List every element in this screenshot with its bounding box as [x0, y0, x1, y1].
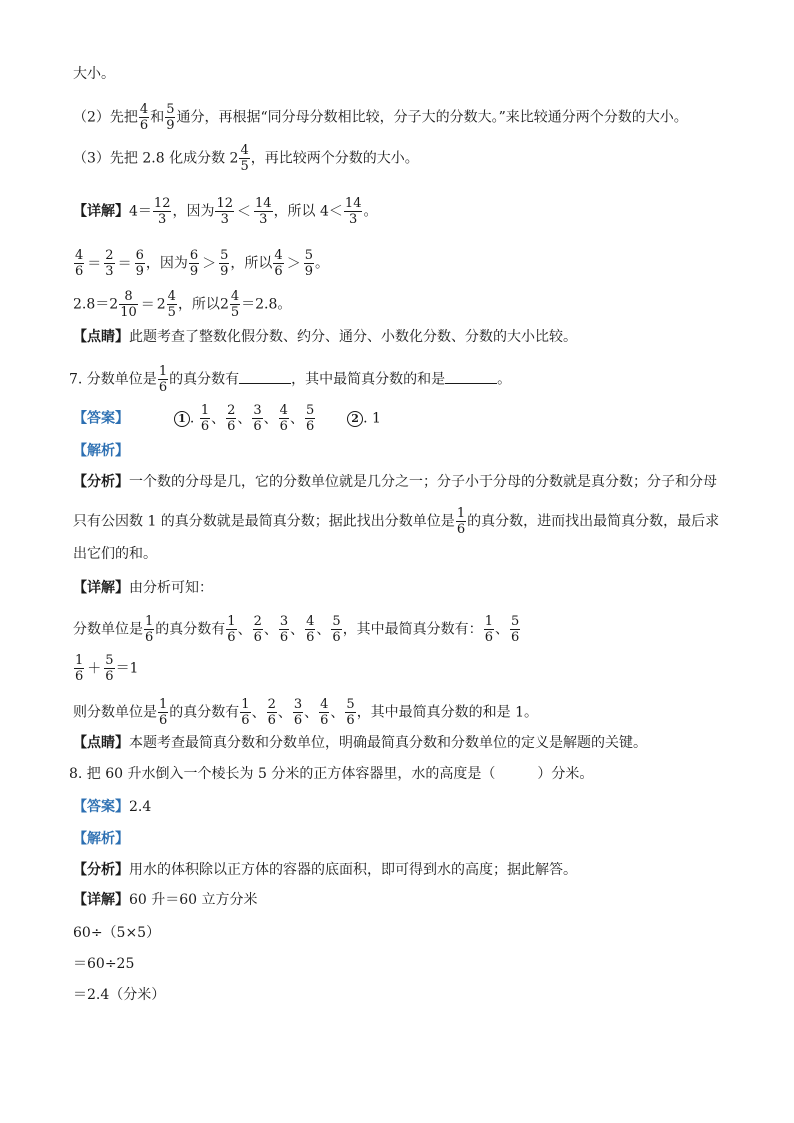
denominator: 6: [332, 630, 341, 645]
separator: 、: [316, 621, 331, 638]
separator: 、: [251, 704, 266, 721]
denominator: 5: [230, 305, 240, 320]
text: 出它们的和。: [73, 546, 157, 562]
numerator: 5: [220, 248, 229, 263]
fraction: [510, 614, 520, 645]
numerator: 5: [510, 614, 520, 629]
text: 此题考查了整数化假分数、约分、通分、小数化分数、分数的大小比较。: [129, 329, 577, 345]
numerator: 5: [332, 614, 341, 629]
answer-blank: [445, 369, 497, 384]
numerator: 4: [230, 289, 240, 304]
numerator: 4: [139, 102, 149, 117]
fraction: [119, 289, 138, 320]
fraction: [74, 653, 84, 684]
numerator: 1: [227, 614, 236, 629]
section-tag: 【点睛】: [73, 735, 129, 751]
denominator: 9: [166, 118, 175, 133]
text-line: [73, 143, 419, 174]
text: . 1: [363, 410, 381, 427]
text-line: [73, 196, 377, 227]
fraction: [167, 289, 177, 320]
separator: 、: [330, 704, 345, 721]
text: ，所以: [230, 255, 273, 272]
denominator: 6: [253, 419, 262, 434]
operator: ＞: [286, 255, 301, 272]
fraction: [153, 196, 172, 227]
question-8: [69, 764, 593, 784]
denominator: 6: [346, 713, 355, 728]
question-7: [69, 364, 511, 395]
text-line: [73, 544, 157, 564]
denominator: 3: [220, 212, 229, 227]
denominator: 6: [158, 380, 168, 395]
denominator: 6: [305, 419, 315, 434]
text: 大小。: [73, 66, 115, 82]
fraction: [344, 196, 363, 227]
separator: 、: [237, 410, 252, 427]
answer-text: 2.4: [129, 799, 152, 815]
numerator: 5: [105, 653, 114, 668]
fraction: [331, 614, 341, 645]
denominator: 3: [158, 212, 167, 227]
fraction: [226, 614, 236, 645]
text: ＝2.4（分米）: [73, 987, 166, 1003]
text-line: [73, 472, 717, 492]
text: 用水的体积除以正方体的容器的底面积，即可得到水的高度；据此解答。: [129, 862, 577, 878]
denominator: 5: [167, 305, 176, 320]
fraction: [240, 697, 250, 728]
fraction: [253, 614, 263, 645]
fraction: [345, 697, 355, 728]
text: ，其中最简真分数的和是 1。: [356, 704, 539, 721]
fraction: [267, 697, 277, 728]
fraction: [189, 248, 199, 279]
fraction: [305, 614, 315, 645]
fraction: [304, 248, 314, 279]
text: ＝60÷25: [73, 956, 135, 972]
denominator: 6: [253, 630, 262, 645]
section-tag: 【答案】: [73, 410, 129, 427]
denominator: 9: [220, 264, 229, 279]
text: （3）先把 2.8 化成分数: [73, 150, 226, 167]
circled-number: 1: [174, 411, 190, 427]
text: 一个数的分母是几，它的分数单位就是几分之一；分子小于分母的分数就是真分数；分子和分母: [129, 474, 717, 490]
text: 的真分数有: [155, 621, 226, 638]
numerator: 14: [344, 196, 362, 211]
denominator: 6: [293, 713, 303, 728]
text-line: [73, 64, 115, 84]
fraction: [104, 248, 114, 279]
text-line: [73, 697, 538, 728]
text: ，其中最简真分数的和是: [291, 371, 446, 388]
text: 7. 分数单位是: [69, 371, 157, 388]
text: 2.8＝: [73, 296, 110, 313]
text: 通分，再根据“同分母分数相比较，分子大的分数大。”来比较通分两个分数的大小。: [176, 109, 688, 126]
text-line: [73, 506, 719, 537]
text-line: [73, 890, 258, 910]
text: 本题考查最简真分数和分数单位，明确最简真分数和分数单位的定义是解题的关键。: [129, 735, 647, 751]
text-line: [73, 578, 213, 598]
text: 4＝: [129, 203, 152, 220]
numerator: 1: [200, 403, 210, 418]
separator: 、: [211, 410, 226, 427]
numerator: 1: [145, 614, 154, 629]
numerator: 6: [135, 248, 144, 263]
denominator: 3: [259, 212, 268, 227]
numerator: 2: [227, 403, 236, 418]
operator: ＝: [87, 255, 102, 272]
numerator: 4: [320, 697, 329, 712]
section-tag: 【解析】: [73, 443, 129, 459]
numerator: 2: [105, 248, 114, 263]
fraction: [230, 289, 240, 320]
denominator: 9: [304, 264, 313, 279]
denominator: 3: [105, 264, 114, 279]
fraction: [215, 196, 234, 227]
numerator: 4: [75, 248, 84, 263]
text-line: [73, 248, 329, 279]
fraction: [158, 364, 168, 395]
text-line: [73, 441, 129, 461]
numerator: 1: [159, 697, 168, 712]
operator: ＝: [117, 255, 132, 272]
fraction: [279, 614, 289, 645]
circled-number: 2: [347, 411, 363, 427]
denominator: 3: [349, 212, 358, 227]
fraction: [319, 697, 329, 728]
fraction: [74, 248, 84, 279]
text: ，所以 4＜: [273, 203, 343, 220]
text: ，再比较两个分数的大小。: [250, 150, 419, 167]
denominator: 6: [456, 522, 466, 537]
fraction-list: [199, 403, 316, 434]
fraction: [135, 248, 145, 279]
text: ＝2.8。: [241, 296, 292, 313]
numerator: 1: [241, 697, 250, 712]
fraction: [226, 403, 236, 434]
denominator: 6: [227, 630, 236, 645]
text: ，所以: [177, 296, 220, 313]
text: 的真分数，进而找出最简真分数，最后求: [467, 513, 720, 530]
numerator: 1: [484, 614, 493, 629]
denominator: 6: [279, 419, 288, 434]
operator: ＝: [140, 296, 155, 313]
section-tag: 【分析】: [73, 862, 129, 878]
text: 的真分数有: [169, 704, 240, 721]
denominator: 6: [75, 264, 84, 279]
text-line: [73, 733, 647, 753]
numerator: 4: [306, 614, 315, 629]
numerator: 5: [166, 102, 175, 117]
fraction: [273, 248, 283, 279]
operator: ＋: [87, 660, 102, 677]
text: （2）先把: [73, 109, 138, 126]
numerator: 3: [253, 403, 262, 418]
text-line: [73, 102, 688, 133]
fraction: [158, 697, 168, 728]
numerator: 12: [153, 196, 171, 211]
numerator: 6: [189, 248, 199, 263]
text: 。: [314, 255, 329, 272]
separator: 、: [494, 621, 509, 638]
numerator: 1: [456, 506, 466, 521]
text: 的真分数有: [169, 371, 240, 388]
text-line: [73, 653, 138, 684]
whole-number: 2: [156, 296, 166, 313]
denominator: 6: [159, 713, 168, 728]
fraction: [200, 403, 210, 434]
text: 和: [150, 109, 165, 126]
text: 60÷（5×5）: [73, 925, 161, 941]
answer-line: 【答案】 1 . $\frac{1}{6}$ 、 $\frac{2}{6}$ 、 $\frac{3}{6}$ 、 $\frac{4}{6}$ 、 $\frac{5}{6}$ 2 . 1: [73, 403, 381, 434]
calculation-line: [73, 985, 165, 1005]
text: 8. 把 60 升水倒入一个棱长为 5 分米的正方体容器里，水的高度是（ ）分米。: [69, 766, 594, 782]
section-tag: 【详解】: [73, 892, 129, 908]
text-line: [73, 327, 577, 347]
separator: 、: [290, 621, 305, 638]
text-line: [73, 289, 291, 320]
numerator: 4: [167, 289, 176, 304]
answer-line: [73, 797, 151, 817]
separator: 、: [237, 621, 252, 638]
numerator: 4: [274, 248, 283, 263]
numerator: 5: [305, 403, 315, 418]
numerator: 3: [279, 614, 289, 629]
section-tag: 【点睛】: [73, 329, 129, 345]
fraction: [104, 653, 114, 684]
denominator: 6: [306, 630, 315, 645]
denominator: 6: [241, 713, 250, 728]
calculation-line: [73, 954, 134, 974]
numerator: 4: [279, 403, 288, 418]
text-line: [73, 860, 577, 880]
text: ，其中最简真分数有：: [342, 621, 483, 638]
section-tag: 【解析】: [73, 831, 129, 847]
numerator: 1: [75, 653, 84, 668]
fraction: [293, 697, 303, 728]
denominator: 6: [75, 669, 84, 684]
fraction: [305, 403, 315, 434]
fraction: [139, 102, 149, 133]
separator: 、: [289, 410, 304, 427]
text: 。: [497, 371, 512, 388]
denominator: 6: [139, 118, 149, 133]
numerator: 5: [346, 697, 355, 712]
text: ，因为: [172, 203, 215, 220]
text: 。: [363, 203, 378, 220]
whole-number: 2: [109, 296, 119, 313]
denominator: 6: [510, 630, 520, 645]
fraction: [252, 403, 262, 434]
denominator: 6: [267, 713, 276, 728]
operator: ＞: [202, 255, 217, 272]
numerator: 4: [240, 143, 249, 158]
denominator: 6: [145, 630, 154, 645]
calculation-line: [73, 923, 160, 943]
denominator: 6: [274, 264, 283, 279]
section-tag: 【答案】: [73, 799, 129, 815]
denominator: 5: [240, 159, 249, 174]
fraction: [219, 248, 229, 279]
fraction-list: [239, 697, 356, 728]
numerator: 1: [158, 364, 168, 379]
numerator: 2: [267, 697, 276, 712]
fraction: [239, 143, 249, 174]
section-tag: 【分析】: [73, 474, 129, 490]
text-line: [73, 614, 521, 645]
numerator: 3: [293, 697, 303, 712]
whole-number: 2: [229, 150, 239, 167]
text: 分数单位是: [73, 621, 143, 638]
numerator: 8: [119, 289, 138, 305]
denominator: 6: [279, 630, 289, 645]
fraction: [165, 102, 175, 133]
fraction: [279, 403, 289, 434]
section-tag: 【详解】: [73, 580, 129, 596]
separator: 、: [277, 704, 292, 721]
answer-blank: [239, 369, 291, 384]
text: 由分析可知：: [129, 580, 213, 596]
separator: 、: [263, 410, 278, 427]
numerator: 5: [304, 248, 313, 263]
fraction-list: [225, 614, 342, 645]
section-tag: 【详解】: [73, 203, 129, 220]
denominator: 6: [320, 713, 329, 728]
whole-number: 2: [219, 296, 229, 313]
fraction: [144, 614, 154, 645]
numerator: 14: [255, 196, 272, 211]
text: 只有公因数 1 的真分数就是最简真分数；据此找出分数单位是: [73, 513, 455, 530]
denominator: 10: [120, 305, 137, 320]
operator: ＜: [237, 203, 252, 220]
fraction: [254, 196, 273, 227]
text: ，因为: [145, 255, 188, 272]
text: 60 升＝60 立方分米: [129, 892, 258, 908]
denominator: 9: [135, 264, 144, 279]
numerator: 12: [216, 196, 234, 211]
denominator: 6: [105, 669, 114, 684]
denominator: 9: [189, 264, 199, 279]
text: ＝1: [115, 660, 139, 677]
fraction: [484, 614, 494, 645]
separator: 、: [263, 621, 278, 638]
denominator: 6: [200, 419, 210, 434]
text: 则分数单位是: [73, 704, 157, 721]
denominator: 6: [227, 419, 236, 434]
denominator: 6: [484, 630, 493, 645]
text-line: [73, 829, 129, 849]
separator: 、: [304, 704, 319, 721]
numerator: 2: [253, 614, 262, 629]
fraction: [456, 506, 466, 537]
